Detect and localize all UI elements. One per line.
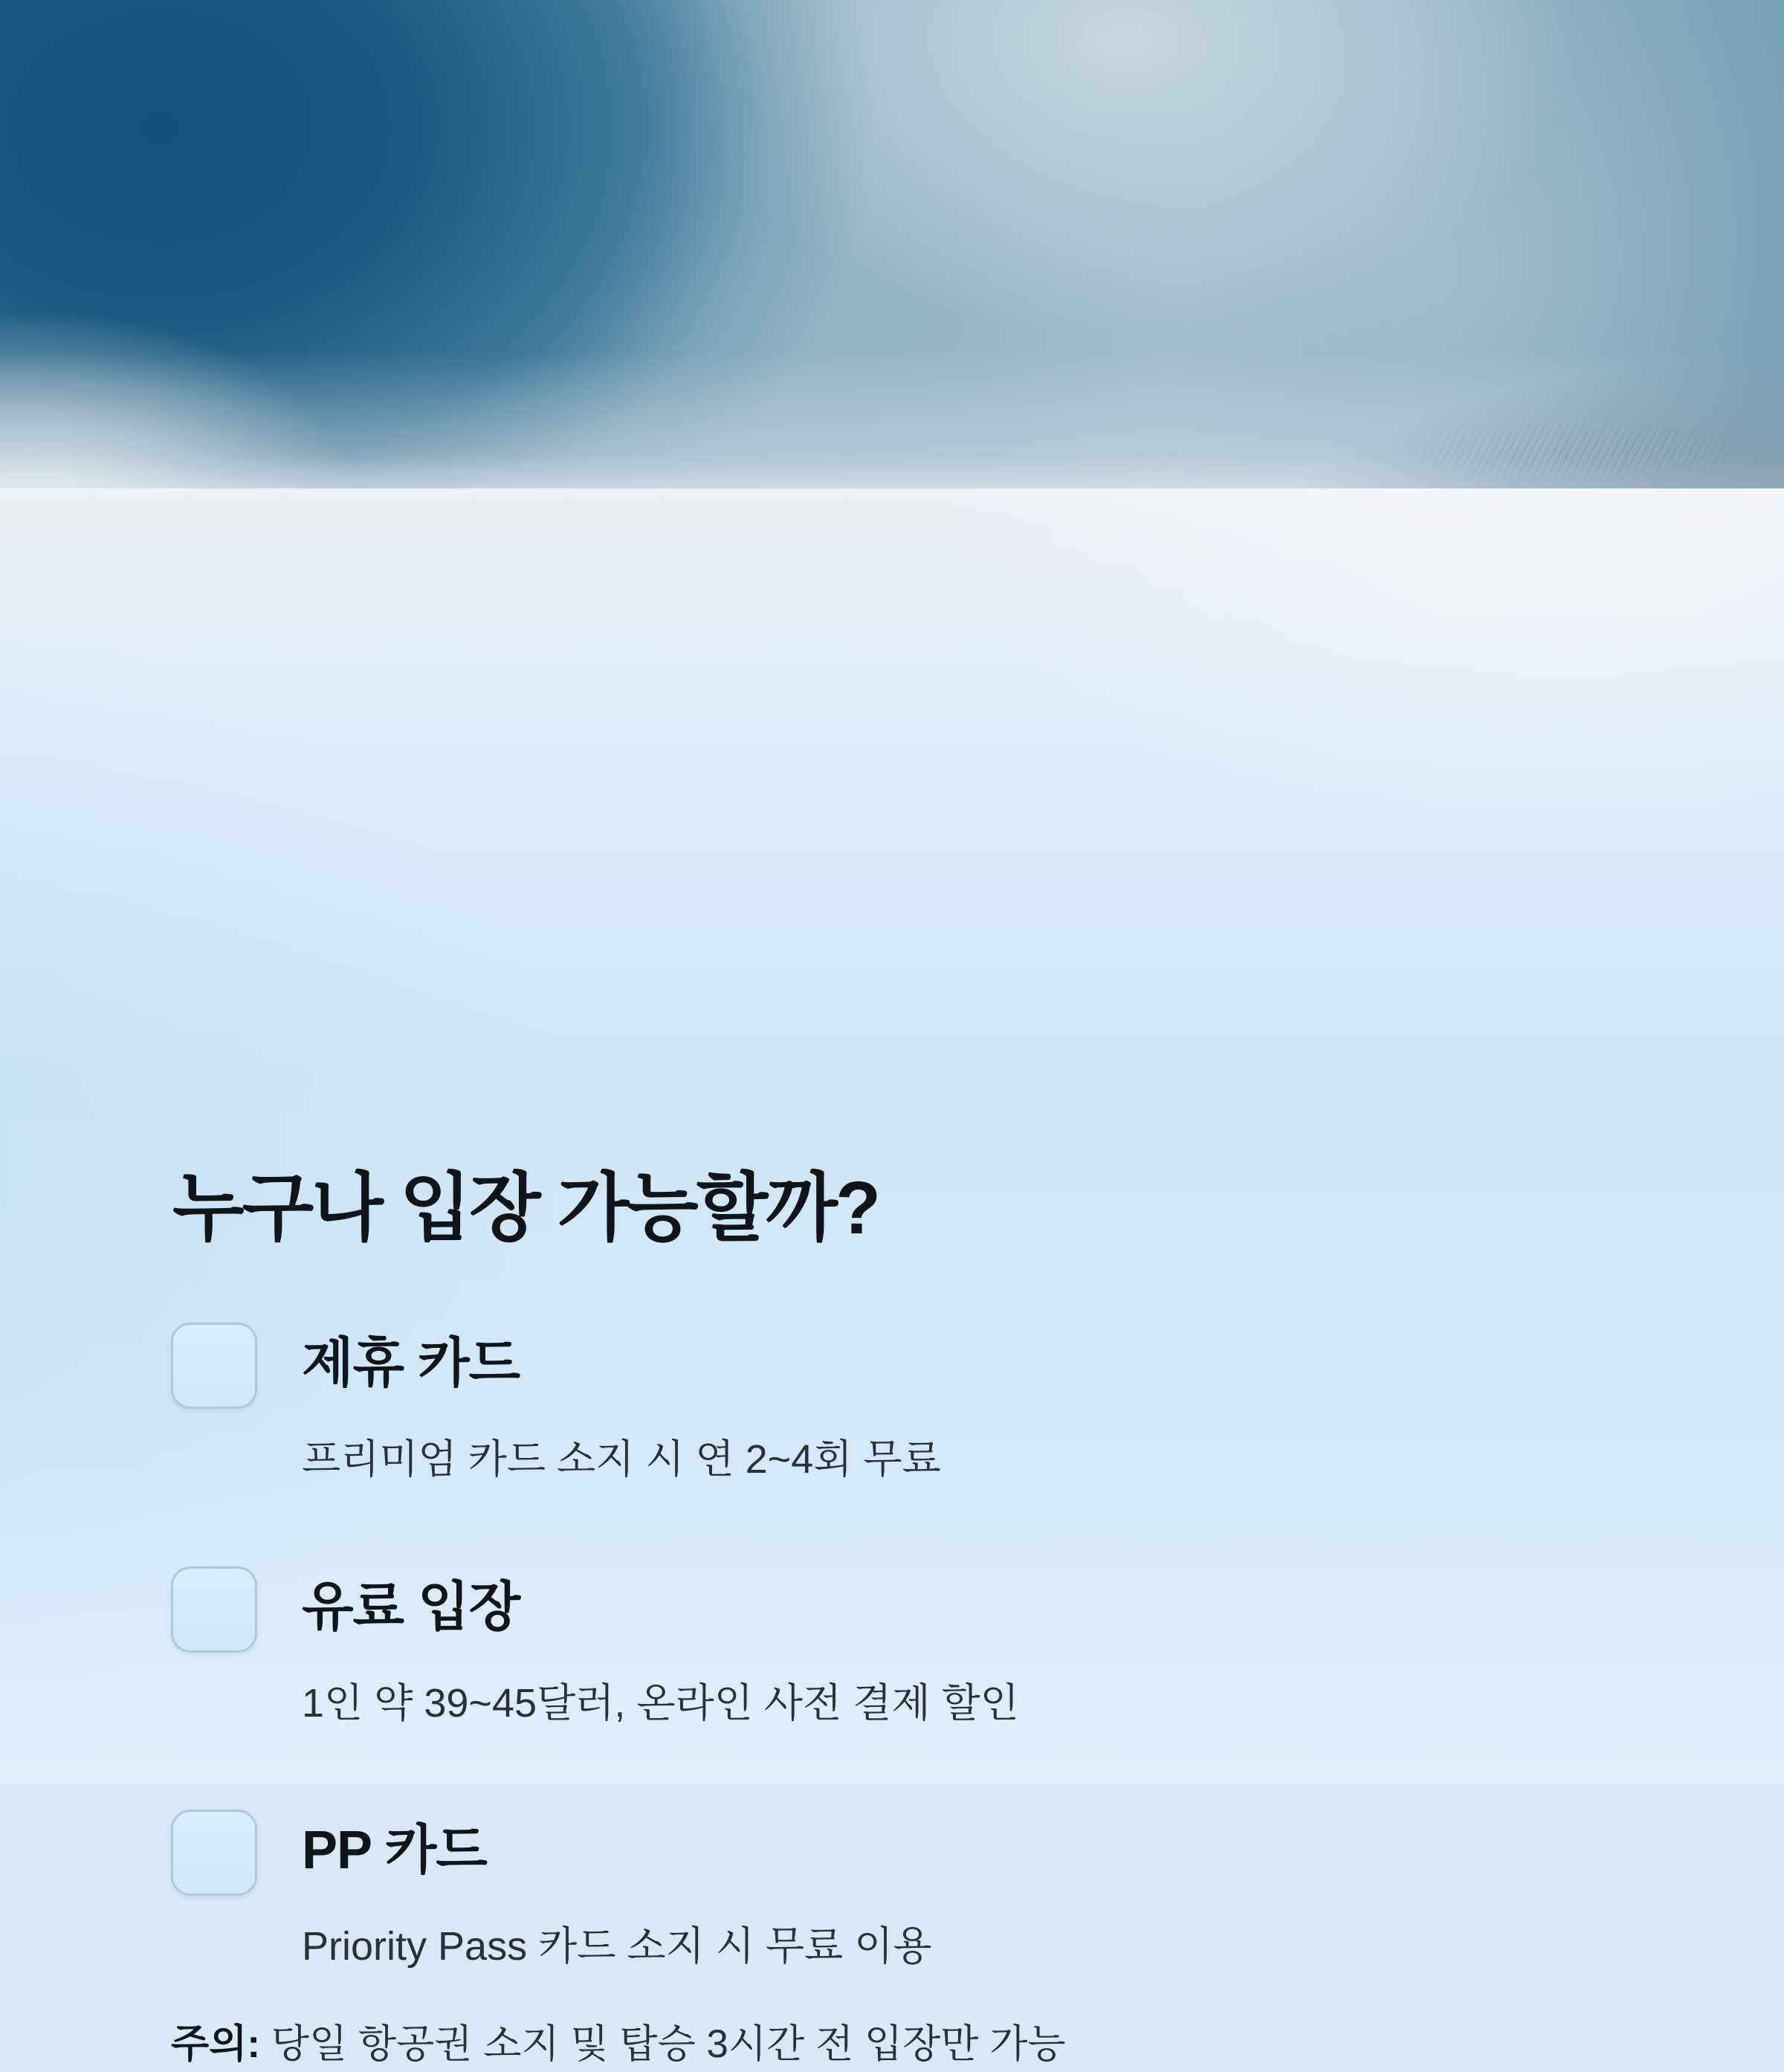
- note: [171, 2017, 1702, 2072]
- content-area: [0, 488, 1784, 2066]
- list-item-text: [302, 1810, 932, 1972]
- note-label: 주의:: [171, 2022, 261, 2066]
- item-heading: PP 카드: [302, 1821, 487, 1880]
- item-heading: 유료 입장: [302, 1578, 520, 1637]
- list-item: [171, 1323, 1702, 1485]
- list-item-text: [302, 1323, 941, 1485]
- hero-gradient-image: [0, 0, 1784, 488]
- note-text: 당일 항공권 소지 및 탑승 3시간 전 입장만 가능: [271, 2022, 1066, 2066]
- list-item-text: [302, 1566, 1019, 1729]
- silk-texture-decoration: [1041, 176, 1784, 488]
- rounded-square-bullet-icon: [171, 1323, 257, 1409]
- list-item: [171, 1566, 1702, 1729]
- rounded-square-bullet-icon: [171, 1810, 257, 1896]
- item-description: 프리미엄 카드 소지 시 연 2~4회 무료: [302, 1436, 941, 1482]
- item-description: 1인 약 39~45달러, 온라인 사전 결제 할인: [302, 1680, 1019, 1726]
- rounded-square-bullet-icon: [171, 1566, 257, 1653]
- item-description: Priority Pass 카드 소지 시 무료 이용: [302, 1923, 932, 1969]
- page-title: 누구나 입장 가능할까?: [172, 1166, 879, 1250]
- item-heading: 제휴 카드: [302, 1334, 520, 1393]
- list-item: [171, 1810, 1702, 1972]
